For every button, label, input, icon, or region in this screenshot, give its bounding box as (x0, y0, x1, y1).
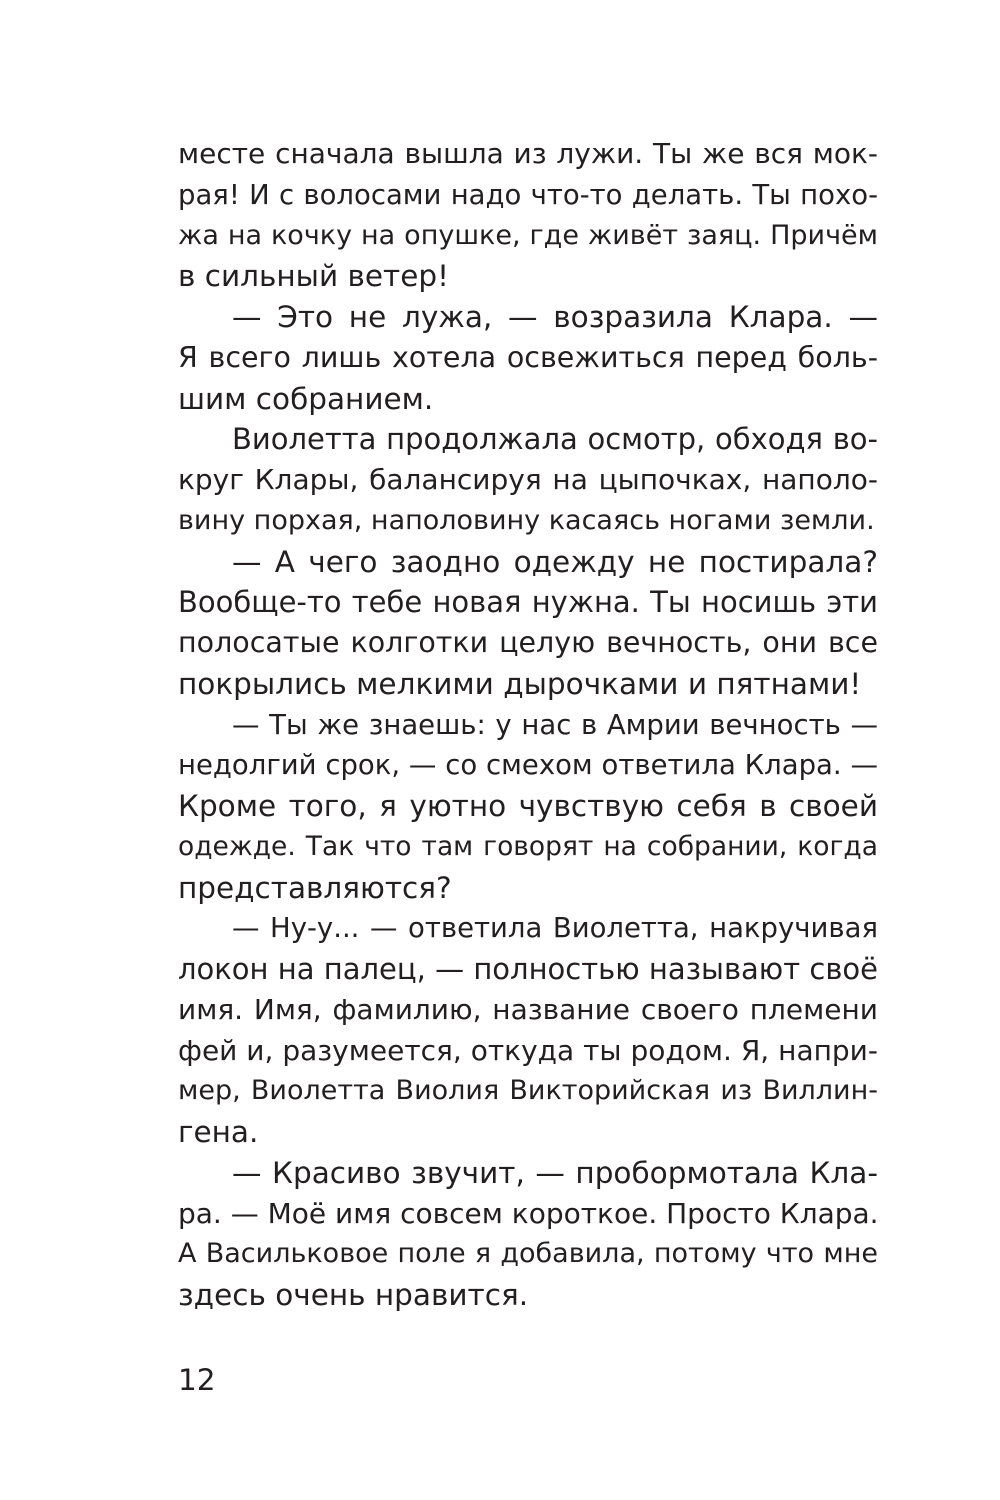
text-line: шим собранием. (178, 381, 434, 416)
text-line: Кроме того, я уютно чувствую себя в своей (178, 789, 878, 823)
text-line: мер, Виолетта Виолия Викторийская из Виллин- (178, 1075, 878, 1107)
text-line: одежде. Так что там говорят на собрании, когда (178, 830, 878, 862)
text-line: Я всего лишь хотела освежиться перед боль- (178, 340, 878, 374)
body-text (178, 134, 878, 1316)
text-line: Вообще-то тебе новая нужна. Ты носишь эти (178, 585, 878, 620)
text-line: круг Клары, балансируя на цыпочках, наполо- (178, 463, 878, 496)
text-line: гена. (178, 1115, 259, 1149)
page-number: 12 (178, 1363, 216, 1397)
text-line: — Ты же знаешь: у нас в Амрии вечность — (232, 708, 878, 741)
text-line: Виолетта продолжала осмотр, обходя во- (232, 422, 878, 457)
text-line: — А чего заодно одежду не постирала? (232, 544, 878, 579)
text-line: ра. — Моё имя совсем короткое. Просто Клара. (178, 1196, 879, 1230)
text-line: — Ну-у... — ответила Виолетта, накручивая (232, 912, 878, 945)
text-line: полосатые колготки целую вечность, они все (178, 626, 878, 659)
text-line: фей и, разумеется, откуда ты родом. Я, напри- (178, 1033, 878, 1067)
paragraph (178, 419, 878, 541)
text-line: вину порхая, наполовину касаясь ногами земли. (178, 504, 875, 536)
text-line: — Красиво звучит, — пробормотала Кла- (232, 1155, 878, 1190)
paragraph (178, 134, 878, 297)
paragraph (178, 1153, 878, 1316)
text-line: рая! И с волосами надо что-то делать. Ты похо- (178, 178, 878, 211)
text-line: представляются? (178, 870, 452, 905)
paragraph (178, 297, 878, 419)
text-line: жа на кочку на опушке, где живёт заяц. Причём (178, 219, 878, 251)
paragraph (178, 908, 878, 1153)
text-line: в сильный ветер! (178, 259, 449, 294)
text-line: недолгий срок, — со смехом ответила Клара. — (178, 749, 878, 782)
text-line: А Васильковое поле я добавила, потому что мне (178, 1238, 878, 1270)
paragraph (178, 705, 878, 909)
text-line: имя. Имя, фамилию, название своего племени (178, 992, 878, 1026)
text-line: локон на палец, — полностью называют своё (178, 952, 878, 986)
paragraph (178, 542, 878, 705)
text-line: покрылись мелкими дырочками и пятнами! (178, 666, 862, 701)
text-line: месте сначала вышла из лужи. Ты же вся мок- (178, 137, 878, 170)
text-line: здесь очень нравится. (178, 1278, 529, 1312)
text-line: — Это не лужа, — возразила Клара. — (232, 300, 878, 334)
